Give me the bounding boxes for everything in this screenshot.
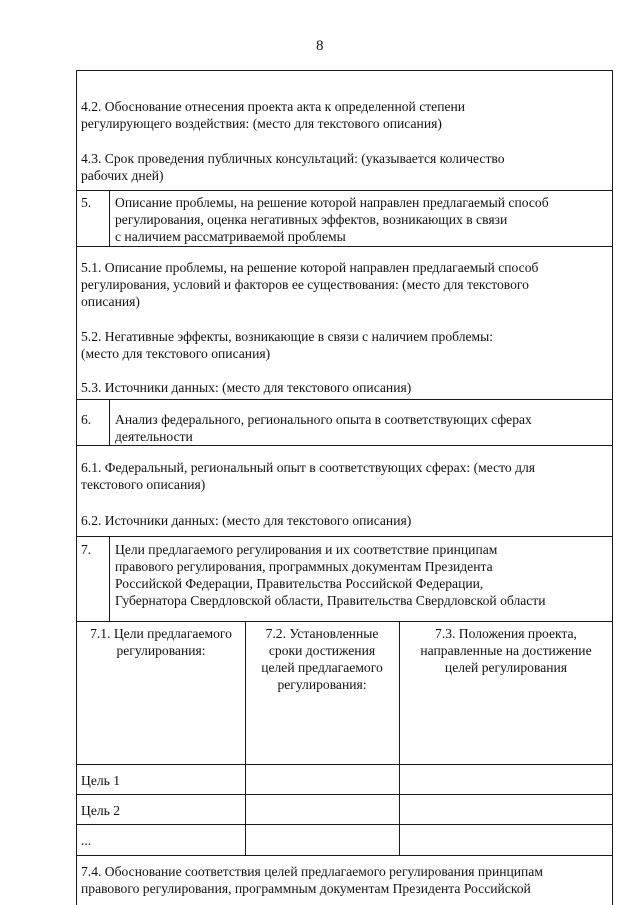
item-4-3-text: 4.3. Срок проведения публичных консультаций: (указывается количество рабочих дней)	[81, 151, 505, 183]
goal-more-label: ...	[81, 833, 92, 848]
goal-2-label: Цель 2	[81, 803, 121, 818]
column-divider	[399, 765, 400, 794]
section-5-text-row	[77, 247, 612, 400]
ria-form-table	[76, 70, 613, 905]
item-7-4-text: 7.4. Обоснование соответствия целей предлагаемого регулирования принципам правового регулирования, программным документам Президента Российской	[81, 864, 543, 896]
column-divider	[245, 795, 246, 824]
goals-header-7-3: 7.3. Положения проекта, направленные на достижение целей регулирования	[420, 626, 592, 675]
goals-table-header-row	[77, 622, 612, 765]
column-divider	[109, 537, 110, 621]
column-divider	[245, 765, 246, 794]
section-7-title: Цели предлагаемого регулирования и их соответствие принципам правового регулирования, программных документам Президента Российской Федерации, Правительства Российской Федерации, Губернатора Свердловской области, Правительства Свердловской области	[115, 542, 546, 608]
column-divider	[245, 825, 246, 855]
section-7-4-row	[77, 856, 612, 905]
item-4-2-text: 4.2. Обоснование отнесения проекта акта к определенной степени регулирующего воздействия: (место для текстового описания)	[81, 99, 466, 131]
goals-table-row	[77, 765, 612, 795]
goals-table-row	[77, 825, 612, 856]
goal-1-label: Цель 1	[81, 773, 121, 788]
item-5-3-text: 5.3. Источники данных: (место для текстового описания)	[81, 380, 412, 395]
section-4-text-row	[77, 70, 612, 191]
goals-header-7-1: 7.1. Цели предлагаемого регулирования:	[90, 626, 232, 658]
section-6-text-row	[77, 446, 612, 537]
section-5-heading-row	[77, 191, 612, 247]
column-divider	[109, 191, 110, 246]
goals-table-row	[77, 795, 612, 825]
section-5-title: Описание проблемы, на решение которой направлен предлагаемый способ регулирования, оценка негативных эффектов, возникающих в связи с наличием рассматриваемой проблемы	[115, 195, 549, 244]
section-6-title: Анализ федерального, регионального опыта в соответствующих сферах деятельности	[115, 412, 532, 444]
column-divider	[399, 825, 400, 855]
section-6-heading-row	[77, 400, 612, 446]
section-5-number: 5.	[81, 195, 92, 210]
item-6-1-text: 6.1. Федеральный, региональный опыт в соответствующих сферах: (место для текстового описания)	[81, 460, 536, 492]
section-6-number: 6.	[81, 412, 92, 427]
page-number: 8	[316, 38, 324, 54]
goals-header-7-2: 7.2. Установленные сроки достижения целей предлагаемого регулирования:	[261, 626, 383, 692]
item-5-2-text: 5.2. Негативные эффекты, возникающие в связи с наличием проблемы: (место для текстового описания)	[81, 329, 494, 361]
section-7-heading-row	[77, 537, 612, 622]
section-7-number: 7.	[81, 542, 92, 557]
item-5-1-text: 5.1. Описание проблемы, на решение которой направлен предлагаемый способ регулирования, условий и факторов ее существования: (место для текстового описания)	[81, 260, 539, 309]
column-divider	[109, 400, 110, 445]
column-divider	[399, 795, 400, 824]
item-6-2-text: 6.2. Источники данных: (место для текстового описания)	[81, 513, 412, 528]
